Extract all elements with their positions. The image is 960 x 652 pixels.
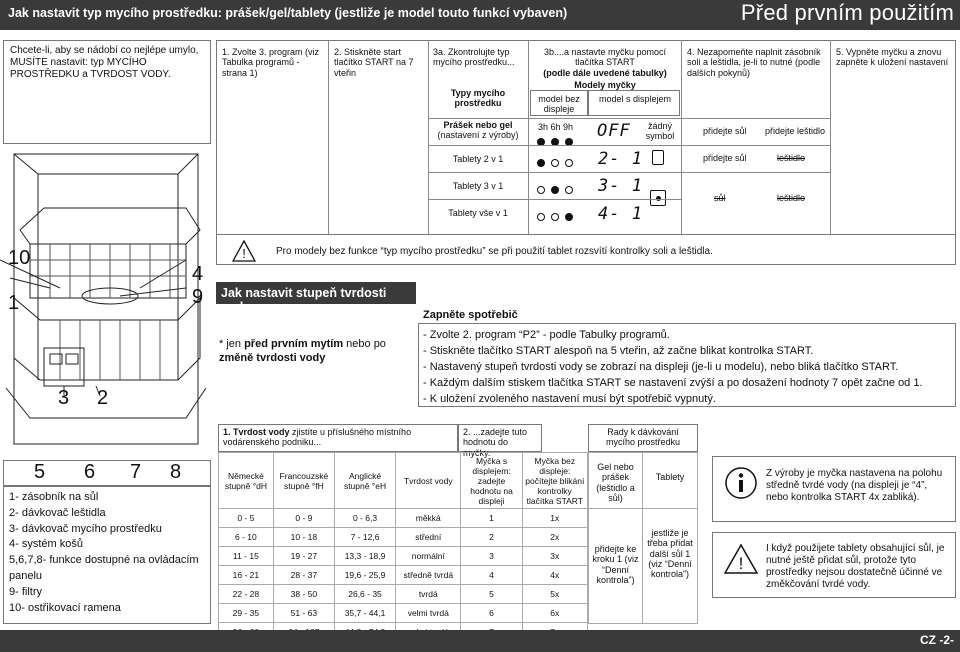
row3-dots (534, 181, 576, 199)
row1-salt: přidejte sůl (703, 126, 747, 136)
warning-icon (232, 240, 256, 262)
row1-type-sub: (nastavení z výroby) (437, 130, 519, 141)
cell: 26,6 - 35 (334, 585, 395, 604)
table-h1-bold: 1. Tvrdost vody (223, 427, 290, 437)
cell: 19 - 27 (273, 547, 334, 566)
cell: tvrdá (396, 585, 461, 604)
callout-10: 10 (8, 247, 31, 269)
gel-advice: přidejte ke kroku 1 (viz “Denní kontrola”) (592, 544, 639, 586)
cell: 2x (522, 528, 587, 547)
advice-col2: Tablety (655, 472, 685, 482)
cell: 5x (522, 585, 587, 604)
cell: 0 - 9 (273, 509, 334, 528)
callout-9: 9 (192, 286, 204, 308)
step-4: 4. Nezapomeňte naplnit zásobník soli a leštidla, je-li to nutné (podle dalších pokynů) (687, 47, 821, 78)
legend-item: 1- zásobník na sůl (9, 491, 99, 503)
callout-1: 1 (8, 292, 20, 314)
hardness-note (219, 338, 399, 366)
col-header: Francouzské stupně °fH (273, 453, 334, 509)
cell: 3x (522, 547, 587, 566)
cell: normální (396, 547, 461, 566)
table-row (219, 528, 588, 547)
dot-icon (537, 186, 545, 194)
col-header: Myčka bez displeje: počítejte blikání kontrolky tlačítka START (522, 453, 587, 509)
legend-item: 4- systém košů (9, 538, 83, 551)
info-note: Z výroby je myčka nastavena na polohu středně tvrdé vody (na displeji je “4”, nebo kontrolka START 4x zabliká). (766, 468, 943, 503)
svg-text:!: ! (738, 554, 744, 573)
legend-item: 10- ostřikovací ramena (9, 601, 121, 614)
row1-type (432, 120, 524, 141)
svg-text:!: ! (242, 246, 246, 261)
cell: středně tvrdá (396, 566, 461, 585)
page-number: CZ -2- (920, 633, 954, 647)
row2-type: Tablety 2 v 1 (452, 154, 504, 164)
cell: 3 (461, 547, 522, 566)
callout-5: 5 (34, 461, 46, 483)
table-row (219, 585, 588, 604)
dot-icon (551, 213, 559, 221)
hardness-bullet: - Zvolte 2. program “P2” - podle Tabulky programů. (423, 329, 670, 341)
hardness-bullet: - Každým dalším stiskem tlačítka START se nastavení zvýší a po dosažení hodnoty 7 opět začne od 1. (423, 377, 923, 389)
legend-list (9, 490, 205, 616)
col-no-display: model bez displeje (538, 94, 580, 115)
row2-salt: přidejte sůl (703, 153, 747, 163)
row4-type: Tablety vše v 1 (448, 208, 508, 218)
dot-icon (537, 213, 545, 221)
callout-8: 8 (170, 461, 182, 483)
row1-symbol: žádný symbol (645, 121, 675, 142)
step-5: 5. Vypněte myčku a znovu zapněte k uložení nastavení (836, 47, 949, 68)
cell: 4x (522, 566, 587, 585)
tablet-2in1-icon (652, 150, 664, 165)
row1-display: OFF (597, 121, 631, 141)
cell: velmi tvrdá (396, 604, 461, 623)
row2-display: 2- 1 (598, 149, 643, 169)
row4-dots (534, 208, 576, 226)
cell: 5 (461, 585, 522, 604)
note-mid: nebo po (343, 338, 386, 350)
cell: 16 - 21 (219, 566, 274, 585)
legend-item: 3- dávkovač mycího prostředku (9, 522, 162, 535)
hardness-steps-box (418, 323, 956, 407)
step-3b (535, 47, 675, 78)
step-3a: 3a. Zkontrolujte typ mycího prostředku... (433, 47, 515, 68)
warning-icon (724, 544, 758, 574)
intro-box (3, 40, 211, 144)
step-3b-title: 3b....a nastavte myčku pomocí tlačítka START (543, 47, 667, 68)
legend-box (3, 486, 211, 624)
dot-icon (565, 186, 573, 194)
row2-rinse: leštidlo (777, 153, 806, 163)
dot-icon (565, 213, 573, 221)
models-header: Modely myčky (574, 80, 636, 90)
legend-item: 5,6,7,8- funkce dostupné na ovládacím panelu (9, 554, 199, 582)
table-header-row (219, 453, 588, 509)
row1-type-label: Prášek nebo gel (443, 120, 513, 130)
row2-dots (534, 154, 576, 172)
note-b1: před prvním mytím (244, 338, 344, 350)
types-header: Typy mycího prostředku (450, 88, 506, 109)
hardness-bullet: - Nastavený stupeň tvrdosti vody se zobrazí na displeji (je-li u modelu), nebo bliká tlačítko START. (423, 361, 899, 373)
dot-icon (551, 186, 559, 194)
table-row (219, 604, 588, 623)
note-pre: * jen (219, 338, 245, 350)
dot-icon (537, 159, 545, 167)
info-icon (724, 466, 758, 500)
section-title: Před prvním použitím (740, 0, 954, 25)
cell: 13,3 - 18,9 (334, 547, 395, 566)
col-display: model s displejem (598, 94, 672, 104)
hardness-table (218, 452, 588, 642)
cell: 29 - 35 (219, 604, 274, 623)
step-1: 1. Zvolte 3. program (viz Tabulka programů - strana 1) (222, 47, 320, 78)
timer-labels: 3h 6h 9h (538, 122, 574, 132)
hardness-bullet: - Stiskněte tlačítko START alespoň na 5 vteřin, až začne blikat kontrolka START. (423, 345, 814, 357)
row1-dots (534, 133, 576, 151)
col-header: Tvrdost vody (396, 453, 461, 509)
table-h3: Rady k dávkování mycího prostředku (588, 424, 698, 452)
dot-icon (565, 159, 573, 167)
step-3b-sub: (podle dále uvedené tabulky) (543, 67, 667, 78)
col-header: Anglické stupně °eH (334, 453, 395, 509)
col-header: Myčka s displejem: zadejte hodnotu na displeji (461, 453, 522, 509)
cell: 38 - 50 (273, 585, 334, 604)
cell: 0 - 5 (219, 509, 274, 528)
header-title: Jak nastavit typ mycího prostředku: prášek/gel/tablety (jestliže je model touto funkcí vybaven) (8, 6, 568, 20)
hardness-title: Jak nastavit stupeň tvrdosti vody (216, 282, 416, 304)
cell: 51 - 63 (273, 604, 334, 623)
row3-rinse: leštidlo (777, 193, 806, 203)
cell: 7 - 12,6 (334, 528, 395, 547)
callout-7: 7 (130, 461, 142, 483)
cell: 6 (461, 604, 522, 623)
cell: 1 (461, 509, 522, 528)
row3-salt: sůl (714, 193, 726, 203)
step-2: 2. Stiskněte start tlačítko START na 7 vteřin (334, 47, 414, 78)
footer-bar (0, 630, 960, 652)
callout-2: 2 (97, 387, 109, 409)
cell: 11 - 15 (219, 547, 274, 566)
warn-note-2: I když použijete tablety obsahující sůl, je nutné ještě přidat sůl, protože tyto prostředky nejsou dostatečně účinné ve změkčování tvrdé vody. (766, 543, 945, 590)
table-row (219, 566, 588, 585)
dot-icon (551, 159, 559, 167)
cell: 6 - 10 (219, 528, 274, 547)
cell: měkká (396, 509, 461, 528)
callout-4: 4 (192, 263, 204, 285)
tablet-all-icon (650, 190, 666, 206)
table-h1 (218, 424, 458, 452)
cell: 2 (461, 528, 522, 547)
hardness-bullets (423, 327, 923, 407)
cell: 35,7 - 44,1 (334, 604, 395, 623)
turn-on-label: Zapněte spotřebič (423, 309, 518, 321)
row4-display: 4- 1 (598, 204, 643, 224)
cell: 0 - 6,3 (334, 509, 395, 528)
table-row (219, 509, 588, 528)
cell: 28 - 37 (273, 566, 334, 585)
advice-col1: Gel nebo prášek (leštidlo a sůl) (596, 462, 635, 504)
warning-note: Pro modely bez funkce “typ mycího prostředku” se při použití tablet rozsvítí kontrolky soli a leštidla. (276, 246, 713, 257)
header-bar (0, 0, 960, 30)
callout-3: 3 (58, 387, 70, 409)
cell: 22 - 28 (219, 585, 274, 604)
cell: 19,6 - 25,9 (334, 566, 395, 585)
table-h1-rest: zjistíte u příslušného místního vodárenského podniku... (223, 427, 412, 448)
note-b2: změně tvrdosti vody (219, 351, 326, 364)
table-row (219, 547, 588, 566)
hardness-bullet: - K uložení zvoleného nastavení musí být spotřebič vypnutý. (423, 393, 716, 405)
cell: 6x (522, 604, 587, 623)
legend-item: 2- dávkovač leštidla (9, 506, 106, 519)
row3-type: Tablety 3 v 1 (452, 181, 504, 191)
cell: 1x (522, 509, 587, 528)
row3-display: 3- 1 (598, 176, 643, 196)
cell: střední (396, 528, 461, 547)
intro-text: Chcete-li, aby se nádobí co nejlépe umylo, MUSÍTE nastavit: typ MYCÍHO PROSTŘEDKU a TVRDOST VODY. (10, 45, 199, 80)
cell: 10 - 18 (273, 528, 334, 547)
callout-6: 6 (84, 461, 96, 483)
tab-advice: jestliže je třeba přidat další sůl 1 (viz “Denní kontrola”) (647, 528, 693, 580)
row1-rinse: přidejte leštidlo (765, 126, 826, 136)
table-h2: 2. ...zadejte tuto hodnotu do myčky. (458, 424, 542, 452)
cell: 4 (461, 566, 522, 585)
legend-item: 9- filtry (9, 585, 42, 598)
col-header: Německé stupně °dH (219, 453, 274, 509)
